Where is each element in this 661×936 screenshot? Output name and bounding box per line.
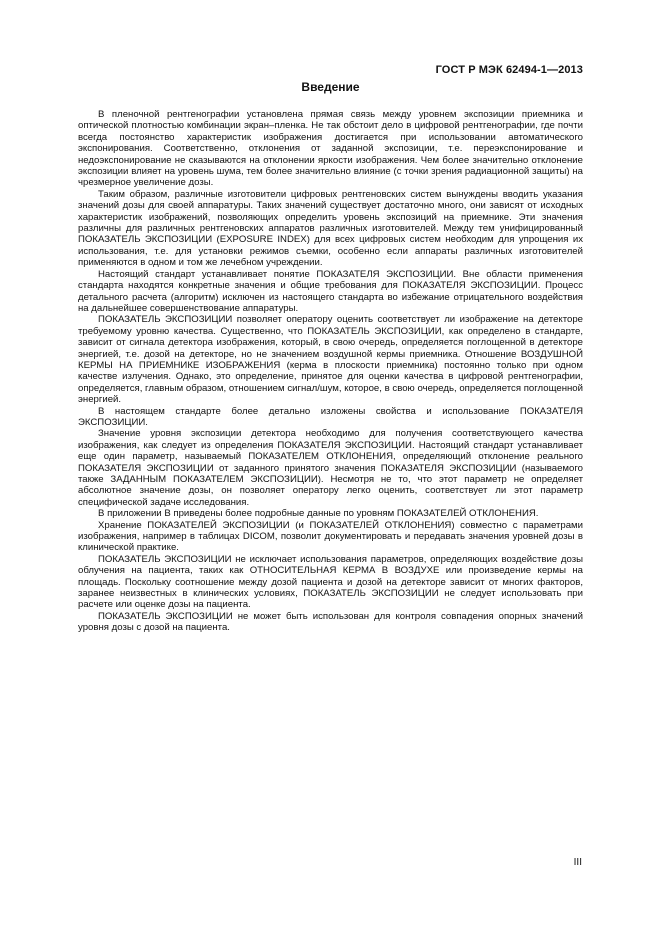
- paragraph: Настоящий стандарт устанавливает понятие ПОКАЗАТЕЛЯ ЭКСПОЗИЦИИ. Вне области применения стандарта находятся конкретные значения и общие требования для ПОКАЗАТЕЛЯ ЭКСПОЗИЦИИ. Процесс детального расчета (алгоритм) исключен из настоящего стандарта во избежание отрицательного воздействия на дальнейшее совершенствование аппаратуры.: [78, 268, 583, 314]
- paragraph: ПОКАЗАТЕЛЬ ЭКСПОЗИЦИИ не может быть использован для контроля совпадения опорных значений уровня дозы с дозой на пациента.: [78, 610, 583, 634]
- paragraph: Таким образом, различные изготовители цифровых рентгеновских систем вынуждены вводить указания значений дозы для своей аппаратуры. Таких значений существует достаточно много, они зависят от исходных характеристик изображений, позволяющих определить уровень экспозиций на приемнике. Эти значения различны для различных рентгеновских аппаратов различных изготовителей. Между тем унифицированный ПОКАЗАТЕЛЬ ЭКСПОЗИЦИИ (EXPOSURE INDEX) для всех цифровых систем необходим для упрощения их использования, т.е. для установки режимов съемки, особенно если аппараты различных изготовителей применяются в одном и том же лечебном учреждении.: [78, 188, 583, 269]
- paragraph: ПОКАЗАТЕЛЬ ЭКСПОЗИЦИИ позволяет оператору оценить соответствует ли изображение на детекторе требуемому уровню качества. Существенно, что ПОКАЗАТЕЛЬ ЭКСПОЗИЦИИ, как определено в стандарте, зависит от сигнала детектора изображения, который, в свою очередь, определяется поглощенной в детекторе энергией, т.е. дозой на детекторе, но не значением воздушной кермы приемника. Отношение ВОЗДУШНОЙ КЕРМЫ НА ПРИЕМНИКЕ ИЗОБРАЖЕНИЯ (керма в плоскости приемника) постоянно только при одном качестве излучения. Однако, это определение, принятое для оценки качества в цифровой рентгенографии, определяется, главным образом, отношением сигнал/шум, которое, в свою очередь, определяется поглощенной энергией.: [78, 314, 583, 406]
- paragraph: Значение уровня экспозиции детектора необходимо для получения соответствующего качества изображения, как следует из определения ПОКАЗАТЕЛЯ ЭКСПОЗИЦИИ. Настоящий стандарт устанавливает еще один параметр, называемый ПОКАЗАТЕЛЕМ ОТКЛОНЕНИЯ, определяющий отклонение реального ПОКАЗАТЕЛЯ ЭКСПОЗИЦИИ от заданного принятого значения ПОКАЗАТЕЛЯ ЭКСПОЗИЦИИ (называемого также ЗАДАННЫМ ПОКАЗАТЕЛЕМ ЭКСПОЗИЦИИ). Несмотря не то, что этот параметр не определяет абсолютное значение дозы, он позволяет оператору легко оценить, соответствует ли этот параметр специфической задаче исследования.: [78, 428, 583, 508]
- paragraph: Хранение ПОКАЗАТЕЛЕЙ ЭКСПОЗИЦИИ (и ПОКАЗАТЕЛЕЙ ОТКЛОНЕНИЯ) совместно с параметрами изображения, например в таблицах DICOM, позволит документировать и передавать значения уровней дозы в клинической практике.: [78, 519, 583, 554]
- page-number: III: [573, 857, 582, 868]
- document-header: ГОСТ Р МЭК 62494-1—2013: [435, 64, 583, 76]
- paragraph: В приложении В приведены более подробные данные по уровням ПОКАЗАТЕЛЕЙ ОТКЛОНЕНИЯ.: [98, 508, 539, 520]
- paragraph: ПОКАЗАТЕЛЬ ЭКСПОЗИЦИИ не исключает использования параметров, определяющих воздействие дозы облучения на пациента, таких как ОТНОСИТЕЛЬНАЯ КЕРМА В ВОЗДУХЕ или произведение кермы на площадь. Поскольку соотношение между дозой пациента и дозой на детекторе зависит от многих факторов, заранее неизвестных в клинических условиях, ПОКАЗАТЕЛЬ ЭКСПОЗИЦИИ не следует использовать при расчете или оценке дозы на пациента.: [78, 553, 583, 611]
- page-title: Введение: [301, 80, 360, 94]
- paragraph: В настоящем стандарте более детально изложены свойства и использование ПОКАЗАТЕЛЯ ЭКСПОЗИЦИИ.: [78, 405, 583, 428]
- body-text: [78, 109, 583, 634]
- paragraph: В пленочной рентгенографии установлена прямая связь между уровнем экспозиции приемника и оптической плотностью комбинации экран–пленка. Не так обстоит дело в цифровой рентгенографии, где почти всегда постоянство характеристик изображения достигается при использовании автоматического экспонирования. Соответственно, отклонения от заданной экспозиции, т.е. переэкспонирование и недоэкспонирование не сказываются на отклонении яркости изображения. Чем более значительно отклонение экспозиции влияет на уровень шума, тем более значительно влияние (с точки зрения радиационной защиты) на чрезмерное увеличение дозы.: [78, 109, 583, 189]
